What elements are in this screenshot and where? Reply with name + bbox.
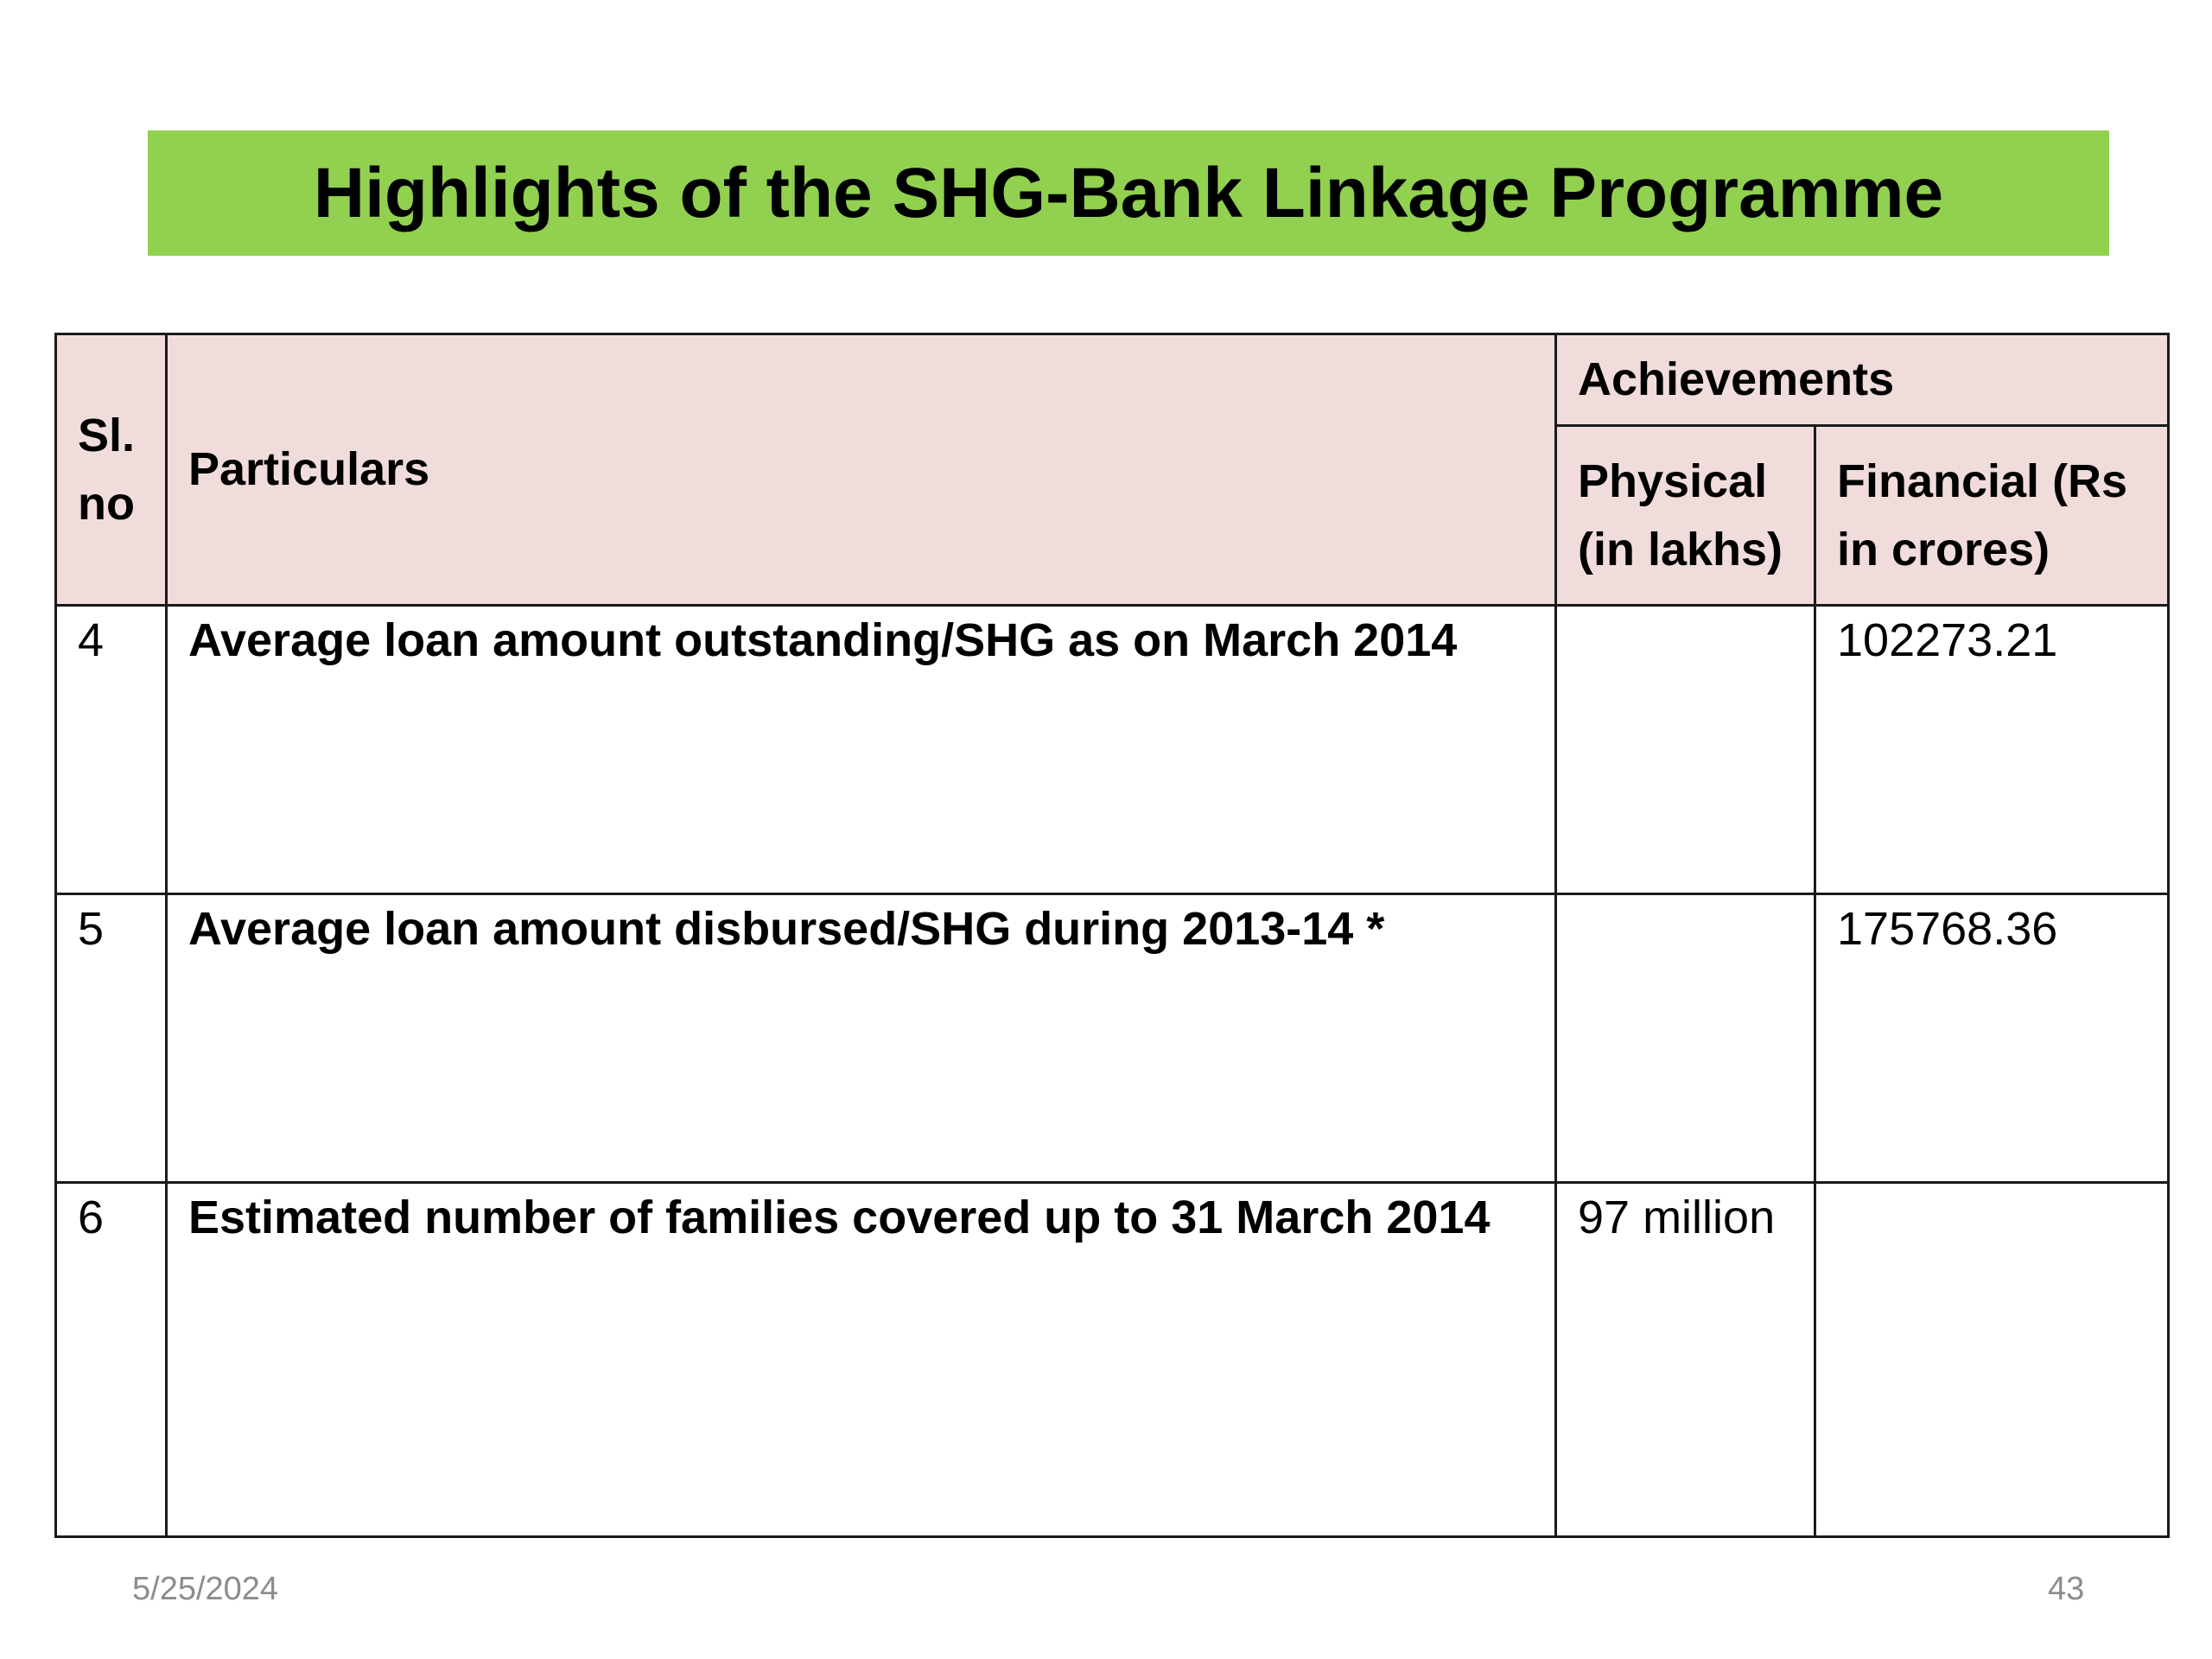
slide-title: Highlights of the SHG-Bank Linkage Programme [313,153,1944,232]
header-particulars: Particulars [167,334,1556,606]
highlights-table-container [54,333,2167,1537]
cell-financial: 102273.21 [1815,606,2169,894]
header-achievements: Achievements [1556,334,2169,426]
cell-financial: 175768.36 [1815,894,2169,1183]
cell-physical: 97 million [1556,1183,1815,1537]
cell-financial [1815,1183,2169,1537]
footer-date: 5/25/2024 [132,1571,279,1607]
table-row [56,606,2169,894]
header-physical: Physical (in lakhs) [1556,426,1815,606]
table-row [56,894,2169,1183]
cell-sl-no: 4 [56,606,167,894]
header-financial: Financial (Rs in crores) [1815,426,2169,606]
header-row-top [56,334,2169,426]
cell-sl-no: 6 [56,1183,167,1537]
cell-particulars: Estimated number of families covered up to 31 March 2014 [167,1183,1556,1537]
highlights-table [54,333,2170,1538]
cell-particulars: Average loan amount disbursed/SHG during 2013-14 * [167,894,1556,1183]
footer-page-number: 43 [2048,1571,2085,1607]
cell-physical [1556,606,1815,894]
cell-sl-no: 5 [56,894,167,1183]
table-row [56,1183,2169,1537]
title-banner [148,130,2109,256]
header-sl-no: Sl. no [56,334,167,606]
cell-particulars: Average loan amount outstanding/SHG as on March 2014 [167,606,1556,894]
cell-physical [1556,894,1815,1183]
